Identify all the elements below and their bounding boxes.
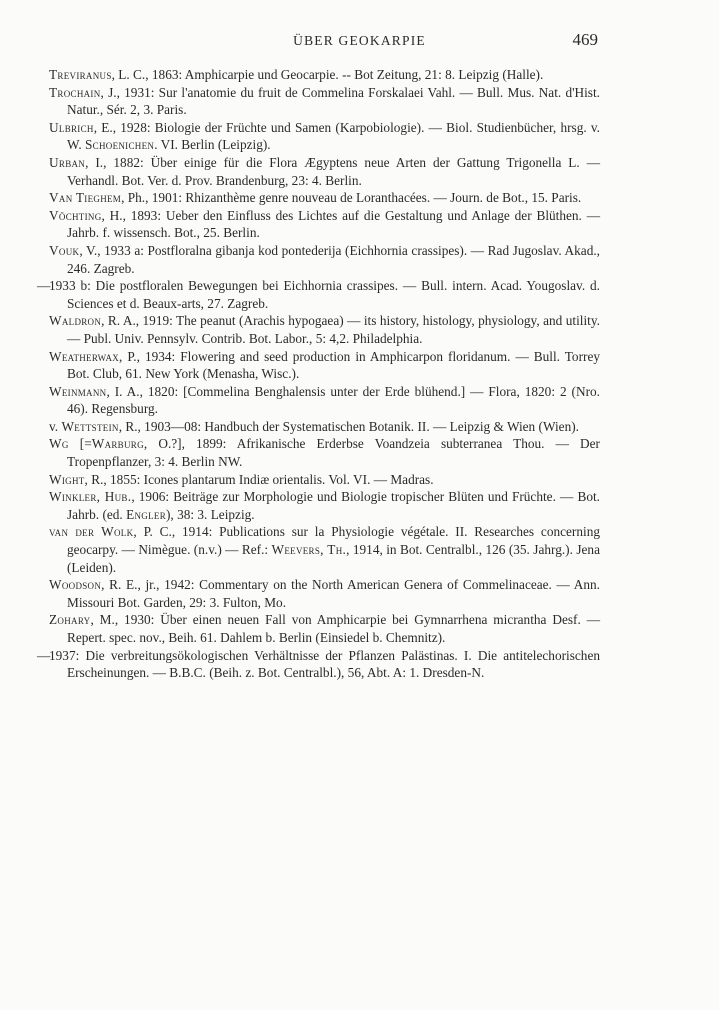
reference-entry <box>49 348 600 383</box>
reference-entry <box>49 207 600 242</box>
reference-entry <box>49 471 600 489</box>
reference-text: , R. E., jr., 1942: Commentary on the North American Genera of Commelinaceae. — Ann. Missouri Bot. Garden, 29: 3. Fulton, Mo. <box>67 577 600 610</box>
reference-entry <box>49 488 600 523</box>
ditto-dash: — <box>37 278 51 294</box>
reference-text: , I. A., 1820: [Commelina Benghalensis unter der Erde blühend.] — Flora, 1820: 2 (Nro. 46). Regensburg. <box>67 383 600 417</box>
reference-text: , V., 1933 a: Postfloralna gibanja kod pontederija (Eichhornia crassipes). — Rad Jugoslav. Akad., 246. Zagreb. <box>67 242 600 276</box>
author-name: Zohary <box>49 612 91 628</box>
author-name: Vöchting <box>49 207 102 223</box>
reference-text: , J., 1931: Sur l'anatomie du fruit de Commelina Forskalaei Vahl. — Bull. Mus. Nat. d'Hist. Natur., Sér. 2, 3. Paris. <box>67 84 600 118</box>
cited-name: Weevers, Th. <box>271 542 347 558</box>
reference-entry <box>49 435 600 470</box>
author-name: Treviranus <box>49 67 112 82</box>
page-header <box>0 30 719 52</box>
reference-text: , P., 1934: Flowering and seed production in Amphicarpon floridanum. — Bull. Torrey Bot. Club, 61. New York (Menasha, Wisc.). <box>67 348 600 382</box>
reference-text: , 1906: Beiträge zur Morphologie und Biologie tropischer Blüten und Früchte. — Bot. Jahrb. (ed. <box>67 489 600 522</box>
reference-text: , R., 1855: Icones plantarum Indiæ orientalis. Vol. VI. — Madras. <box>84 471 434 487</box>
author-name: Woodson <box>49 577 102 593</box>
reference-entry <box>49 242 600 277</box>
reference-entry <box>49 576 600 611</box>
reference-text: , M., 1930: Über einen neuen Fall von Amphicarpie bei Gymnarrhena micrantha Desf. — Repert. spec. nov., Beih. 61. Dahlem b. Berlin (Einsiedel b. Chemnitz). <box>67 612 600 645</box>
reference-text: [= <box>68 436 92 452</box>
reference-entry <box>49 312 600 347</box>
author-name: Weatherwax <box>49 348 120 364</box>
reference-text: . VI. Berlin (Leipzig). <box>154 137 271 153</box>
reference-text: 1933 b: Die postfloralen Bewegungen bei Eichhornia crassipes. — Bull. intern. Acad. Yougoslav. d. Sciences et d. Beaux-arts, 27. Zagreb. <box>49 278 600 311</box>
cited-name: Schoenichen <box>84 137 155 153</box>
author-name: Urban <box>49 154 86 170</box>
reference-entry <box>49 611 600 646</box>
reference-text: 1937: Die verbreitungsökologischen Verhältnisse der Pflanzen Palästinas. I. Die antitelechorischen Erscheinungen. — B.B.C. (Beih. z. Bot. Centralbl.), 56, Abt. A: 1. Dresden-N. <box>49 647 600 681</box>
author-name: Trochain <box>49 84 101 100</box>
reference-text: , P. C., 1914: Publications sur la Physiologie végétale. II. Researches concerning geocarpy. — Nimègue. (n.v.) — Ref.: <box>67 524 601 558</box>
reference-text: ), 38: 3. Leipzig. <box>166 506 255 522</box>
ditto-dash: — <box>37 647 51 663</box>
reference-entry <box>49 418 600 436</box>
reference-text: , R., 1903—08: Handbuch der Systematischen Botanik. II. — Leipzig & Wien (Wien). <box>118 418 579 434</box>
reference-text: , 1914, in Bot. Centralbl., 126 (35. Jahrg.). Jena (Leiden). <box>67 542 600 575</box>
reference-text: , O.?], 1899: Afrikanische Erderbse Voandzeia subterranea Thou. — Der Tropenpflanzer, 3: 4. Berlin NW. <box>67 436 600 470</box>
cited-name: Engler <box>126 506 166 522</box>
reference-list <box>37 66 601 682</box>
author-name: Winkler, Hub. <box>49 489 132 505</box>
author-name: Wight <box>49 471 85 487</box>
reference-entry <box>49 383 600 418</box>
reference-text: , L. C., 1863: Amphicarpie und Geocarpie. -- Bot Zeitung, 21: 8. Leipzig (Halle). <box>111 67 544 82</box>
author-name: Vouk <box>49 242 80 258</box>
reference-entry <box>49 154 600 189</box>
reference-text: , Ph., 1901: Rhizanthème genre nouveau de Loranthacées. — Journ. de Bot., 15. Paris. <box>121 190 582 206</box>
reference-text: , R. A., 1919: The peanut (Arachis hypogaea) — its history, histology, physiology, and utility. — Publ. Univ. Pennsylv. Contrib. Bot. Labor., 5: 4,2. Philadelphia. <box>67 313 600 346</box>
author-name: Weinmann <box>49 383 107 399</box>
page-number: 469 <box>572 30 598 49</box>
author-name: Wg <box>49 436 69 452</box>
running-title: ÜBER GEOKARPIE <box>293 33 426 48</box>
reference-entry <box>49 523 600 576</box>
reference-text: , I., 1882: Über einige für die Flora Ægyptens neue Arten der Gattung Trigonella L. — Verhandl. Bot. Ver. d. Prov. Brandenburg, 23: 4. Berlin. <box>67 154 600 188</box>
author-name: Van Tieghem <box>49 190 122 206</box>
author-name: Ulbrich <box>49 119 94 135</box>
reference-entry <box>37 647 600 682</box>
author-name: Waldron <box>49 313 102 329</box>
author-name: van der Wolk <box>49 524 134 540</box>
name-prefix: v. <box>49 418 62 434</box>
reference-entry <box>49 189 600 207</box>
author-name: Wettstein <box>61 418 119 434</box>
reference-entry <box>49 119 600 154</box>
reference-entry <box>49 66 600 84</box>
reference-text: , H., 1893: Ueber den Einfluss des Lichtes auf die Gestaltung und Anlage der Blüthen. — Jahrb. f. wissensch. Bot., 25. Berlin. <box>67 207 600 241</box>
reference-entry <box>49 84 600 119</box>
cited-name: Warburg <box>91 436 144 452</box>
reference-text: , E., 1928: Biologie der Früchte und Samen (Karpobiologie). — Biol. Studienbücher, hrsg. v. W. <box>67 119 600 153</box>
reference-entry <box>37 277 600 312</box>
